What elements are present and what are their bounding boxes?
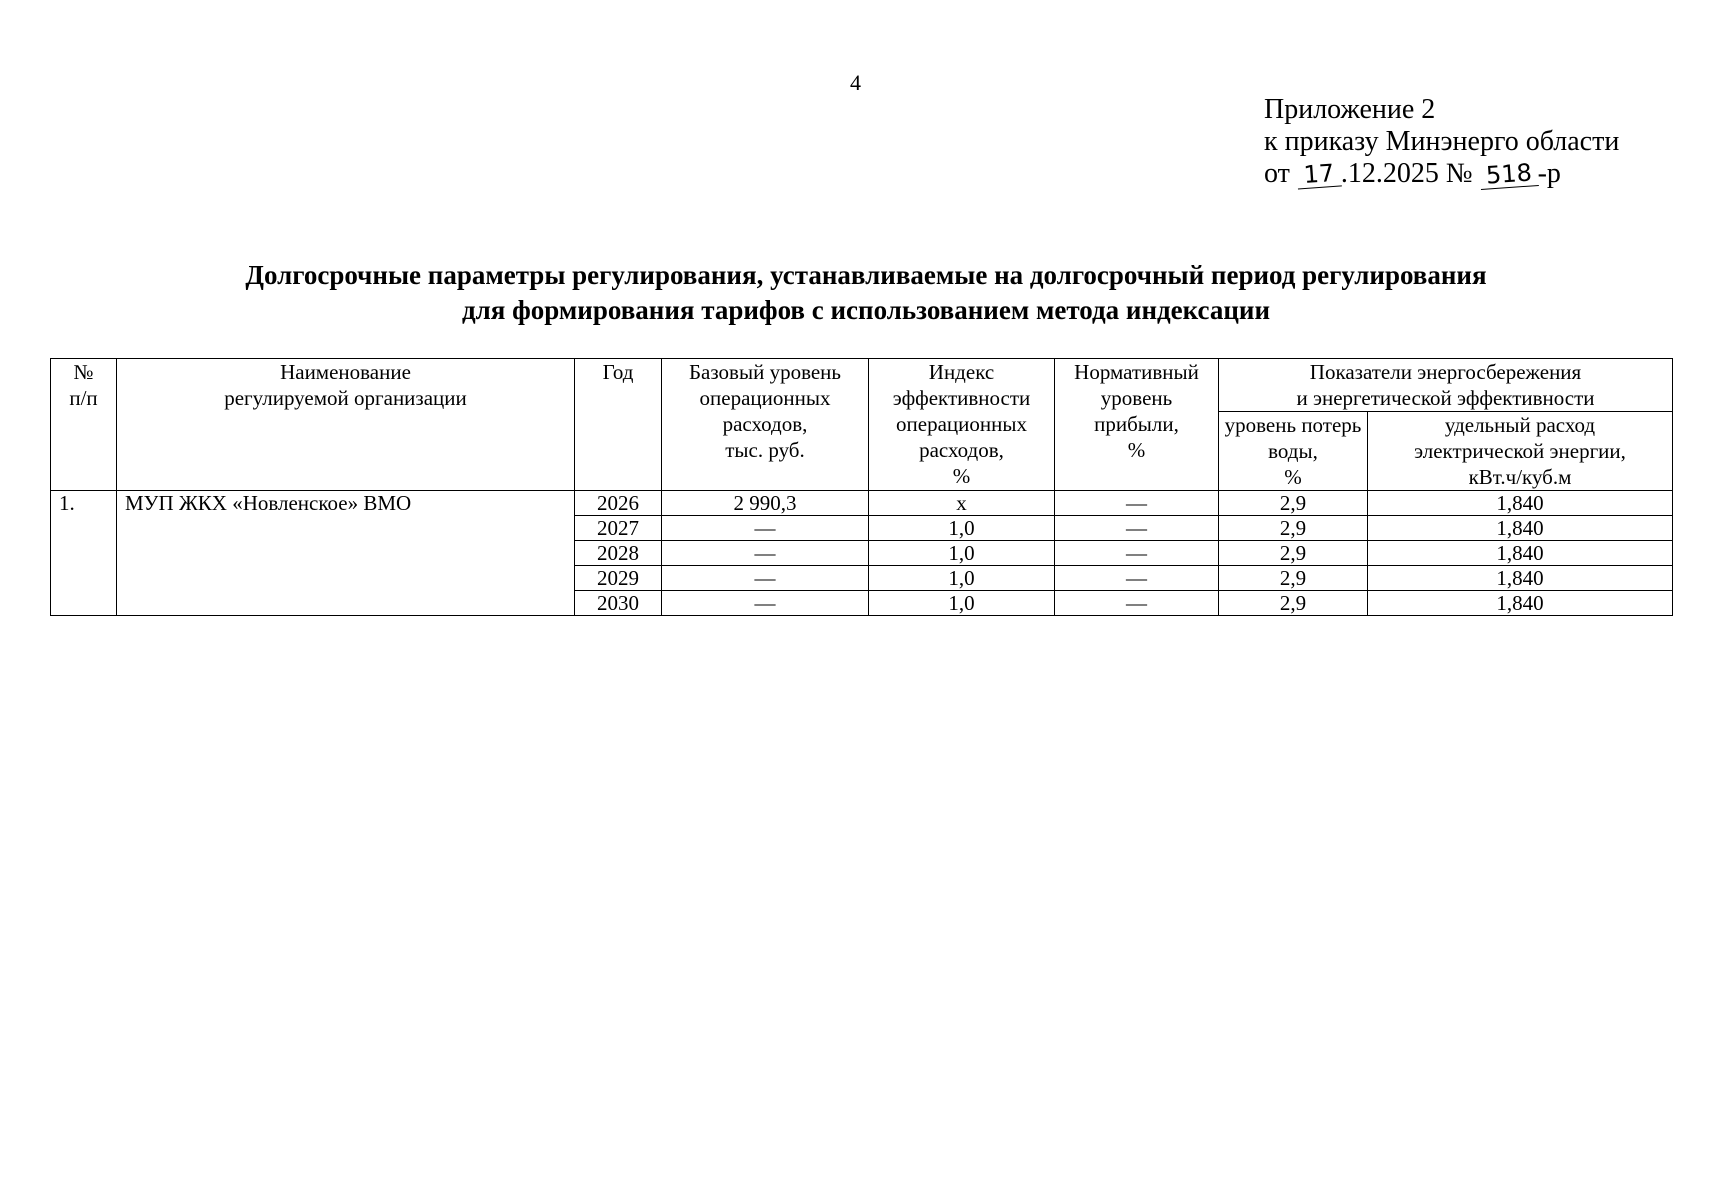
- org-name: МУП ЖКХ «Новленское» ВМО: [117, 491, 575, 616]
- cell-index: 1,0: [869, 516, 1055, 541]
- order-suffix: -р: [1537, 158, 1561, 189]
- cell-profit: —: [1055, 591, 1219, 616]
- header-num: № п/п: [51, 359, 117, 491]
- document-title: [0, 258, 1732, 328]
- appendix-order-reference: к приказу Минэнерго области: [1264, 126, 1620, 157]
- cell-index: 1,0: [869, 541, 1055, 566]
- org-number: 1.: [51, 491, 117, 616]
- cell-loss: 2,9: [1219, 541, 1368, 566]
- cell-base: —: [662, 516, 869, 541]
- cell-consumption: 1,840: [1368, 516, 1673, 541]
- title-line-1: Долгосрочные параметры регулирования, устанавливаемые на долгосрочный период регулирования: [245, 260, 1487, 290]
- cell-year: 2029: [575, 566, 662, 591]
- appendix-header: [1264, 94, 1619, 190]
- handwritten-day: 17: [1296, 159, 1342, 189]
- cell-year: 2026: [575, 491, 662, 516]
- header-base-opex: Базовый уровень операционных расходов, тыс. руб.: [662, 359, 869, 491]
- header-efficiency-index: Индекс эффективности операционных расходов, %: [869, 359, 1055, 491]
- cell-consumption: 1,840: [1368, 591, 1673, 616]
- cell-profit: —: [1055, 541, 1219, 566]
- title-line-2: для формирования тарифов с использованием метода индексации: [461, 295, 1271, 325]
- date-rest: .12.2025 №: [1340, 158, 1473, 189]
- header-energy-consumption: удельный расход электрической энергии, кВт.ч/куб.м: [1368, 412, 1673, 491]
- cell-year: 2030: [575, 591, 662, 616]
- cell-base: 2 990,3: [662, 491, 869, 516]
- page-number: 4: [850, 70, 861, 95]
- header-energy-group: Показатели энергосбережения и энергетической эффективности: [1219, 359, 1673, 412]
- appendix-title: Приложение 2: [1264, 94, 1436, 125]
- cell-loss: 2,9: [1219, 566, 1368, 591]
- cell-consumption: 1,840: [1368, 541, 1673, 566]
- header-profit-level: Нормативный уровень прибыли, %: [1055, 359, 1219, 491]
- cell-base: —: [662, 541, 869, 566]
- cell-index: 1,0: [869, 591, 1055, 616]
- date-prefix: от: [1264, 158, 1290, 189]
- header-row-1: [51, 359, 1673, 412]
- handwritten-order-number: 518: [1479, 159, 1539, 190]
- cell-consumption: 1,840: [1368, 566, 1673, 591]
- header-water-loss: уровень потерь воды, %: [1219, 412, 1368, 491]
- cell-year: 2027: [575, 516, 662, 541]
- cell-profit: —: [1055, 566, 1219, 591]
- cell-loss: 2,9: [1219, 516, 1368, 541]
- header-year: Год: [575, 359, 662, 491]
- cell-loss: 2,9: [1219, 491, 1368, 516]
- cell-year: 2028: [575, 541, 662, 566]
- header-org: Наименование регулируемой организации: [117, 359, 575, 491]
- cell-base: —: [662, 566, 869, 591]
- cell-profit: —: [1055, 491, 1219, 516]
- cell-profit: —: [1055, 516, 1219, 541]
- cell-index: х: [869, 491, 1055, 516]
- cell-consumption: 1,840: [1368, 491, 1673, 516]
- appendix-date-line: [1264, 158, 1619, 190]
- cell-loss: 2,9: [1219, 591, 1368, 616]
- table-row: [51, 491, 1673, 516]
- cell-base: —: [662, 591, 869, 616]
- cell-index: 1,0: [869, 566, 1055, 591]
- parameters-table: [50, 358, 1673, 616]
